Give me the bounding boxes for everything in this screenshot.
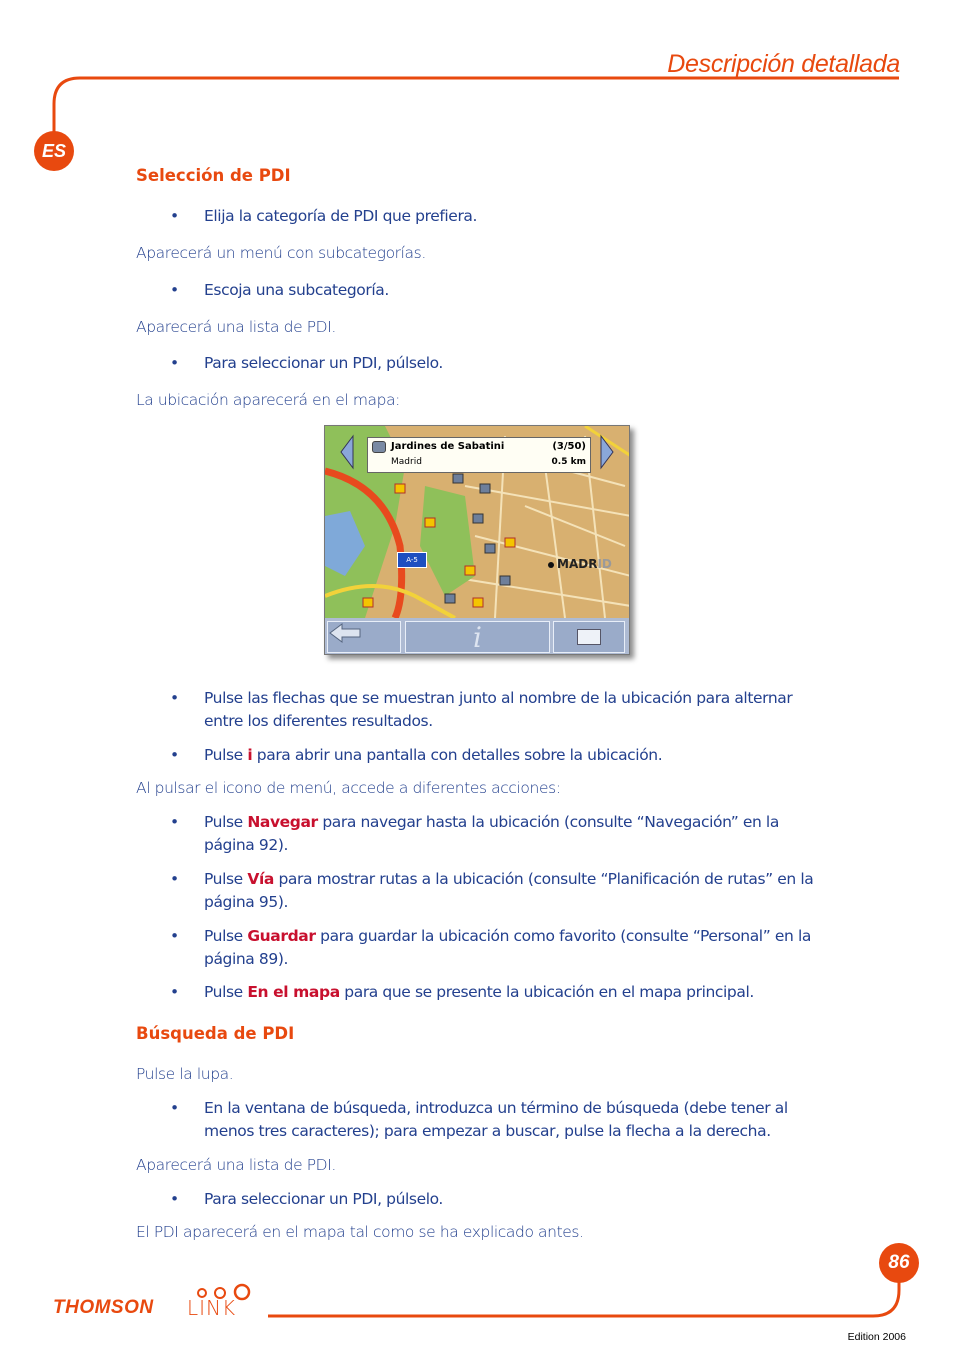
paragraph: Aparecerá un menú con subcategorías.	[136, 244, 426, 262]
paragraph: Al pulsar el icono de menú, accede a diferentes acciones:	[136, 779, 561, 797]
city-label: MADRID	[557, 557, 612, 571]
edition-label: Edition 2006	[847, 1331, 906, 1343]
paragraph: Aparecerá una lista de PDI.	[136, 1156, 336, 1174]
paragraph: Pulse la lupa.	[136, 1065, 234, 1083]
list-item: • Pulse Navegar para navegar hasta la ubicación (consulte “Navegación” en la página 92).	[170, 813, 779, 854]
paragraph: El PDI aparecerá en el mapa tal como se ha explicado antes.	[136, 1223, 584, 1241]
road-sign: A-5	[397, 552, 427, 568]
brand-logo-link: LINK	[187, 1296, 237, 1320]
list-item: • Para seleccionar un PDI, púlselo.	[170, 354, 443, 372]
back-button[interactable]	[327, 621, 401, 653]
info-icon: i	[473, 620, 482, 654]
list-item: • Pulse Vía para mostrar rutas a la ubicación (consulte “Planificación de rutas” en la página 95).	[170, 870, 814, 911]
menu-button[interactable]	[553, 621, 625, 653]
page-title: Descripción detallada	[667, 50, 900, 78]
poi-distance: 0.5 km	[551, 457, 586, 467]
map-toolbar	[325, 618, 629, 655]
section-heading-seleccion: Selección de PDI	[136, 166, 291, 185]
map-screenshot	[324, 425, 630, 655]
list-item: • Pulse Guardar para guardar la ubicación como favorito (consulte “Personal” en la página 89).	[170, 927, 811, 968]
list-item: • Pulse las flechas que se muestran junto al nombre de la ubicación para alternar entre los diferentes resultados.	[170, 689, 793, 730]
section-heading-busqueda: Búsqueda de PDI	[136, 1024, 295, 1043]
poi-name: Jardines de Sabatini	[391, 441, 505, 452]
list-item: • Escoja una subcategoría.	[170, 281, 389, 299]
camera-icon	[372, 441, 386, 453]
list-item: • Pulse i para abrir una pantalla con detalles sobre la ubicación.	[170, 746, 663, 764]
back-arrow-icon	[328, 622, 362, 644]
paragraph: Aparecerá una lista de PDI.	[136, 318, 336, 336]
language-badge: ES	[34, 131, 74, 171]
list-item: • Pulse En el mapa para que se presente la ubicación en el mapa principal.	[170, 983, 754, 1001]
poi-count: (3/50)	[552, 441, 586, 452]
menu-icon	[577, 629, 601, 645]
list-item: • Elija la categoría de PDI que prefiera.	[170, 207, 478, 225]
poi-city: Madrid	[391, 457, 422, 467]
list-item: • En la ventana de búsqueda, introduzca un término de búsqueda (debe tener al menos tres caracteres); para empezar a buscar, pulse la flecha a la derecha.	[170, 1099, 788, 1140]
info-button[interactable]	[405, 621, 550, 653]
poi-info-box	[367, 437, 591, 473]
list-item: • Para seleccionar un PDI, púlselo.	[170, 1190, 443, 1208]
paragraph: La ubicación aparecerá en el mapa:	[136, 391, 400, 409]
city-marker-icon	[548, 562, 554, 568]
page-number: 86	[879, 1243, 919, 1283]
brand-logo: THOMSON	[53, 1297, 154, 1318]
